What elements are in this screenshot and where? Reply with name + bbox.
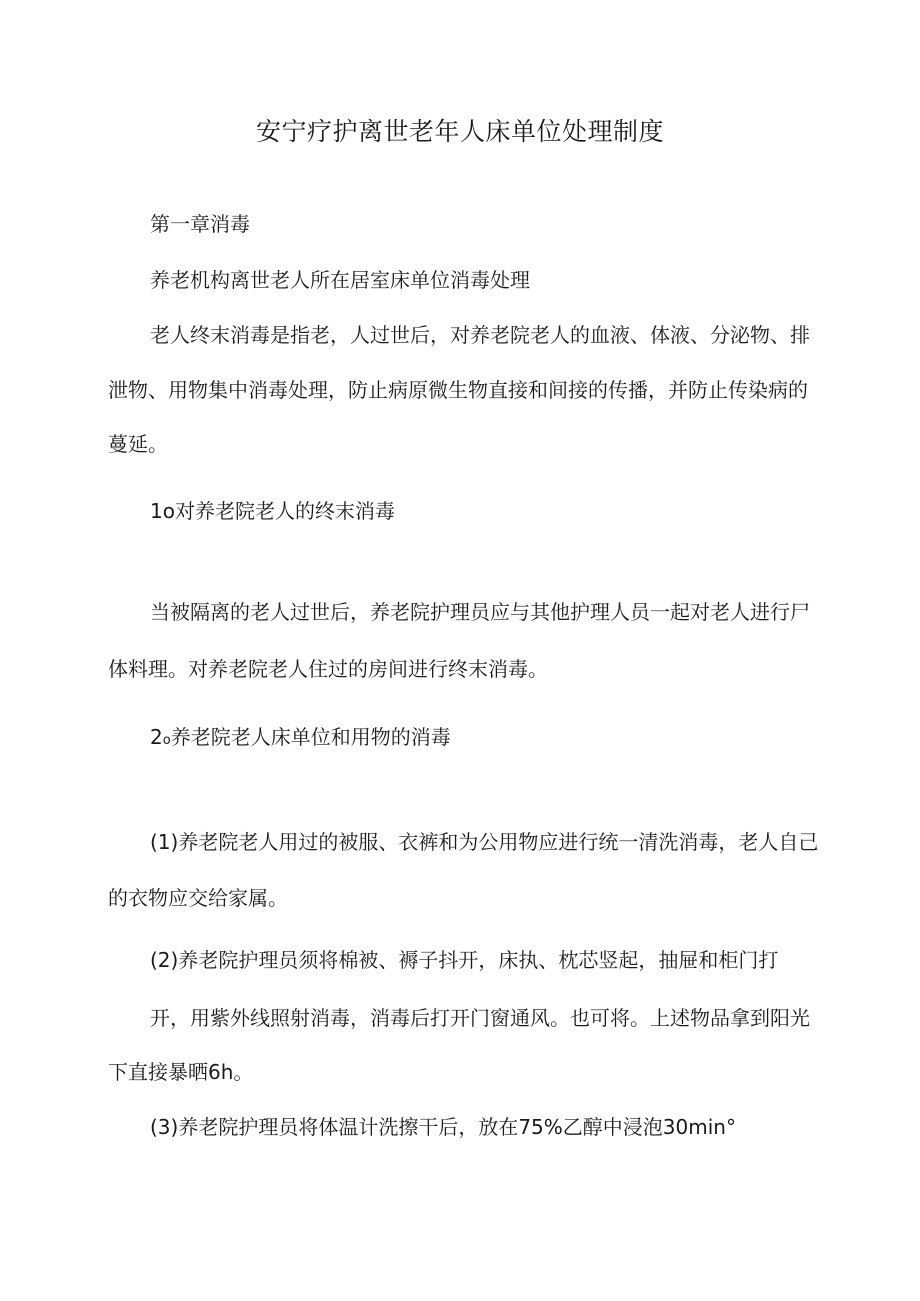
paragraph-line: (2)养老院护理员须将棉被、褥子抖开，床执、枕芯竖起，抽屉和柜门打 (150, 948, 779, 972)
paragraph-line: (3)养老院护理员将体温计洗擦干后，放在75%乙醇中浸泡30min° (150, 1115, 736, 1139)
paragraph-line: (1)养老院老人用过的被服、衣裤和为公用物应进行统一清洗消毒，老人自己 (150, 830, 819, 854)
item-number: 2 (150, 725, 163, 749)
item-heading-text: 养老院老人床单位和用物的消毒 (170, 725, 451, 749)
paragraph-line: 当被隔离的老人过世后，养老院护理员应与其他护理人员一起对老人进行尸 (150, 600, 810, 624)
paragraph-line: 体料理。对养老院老人住过的房间进行终末消毒。 (108, 657, 548, 681)
chapter-heading: 第一章消毒 (150, 212, 250, 236)
paragraph-line: 泄物、用物集中消毒处理，防止病原微生物直接和间接的传播，并防止传染病的 (108, 378, 808, 402)
item-heading-1: 1o对养老院老人的终末消毒 (150, 499, 395, 523)
item-marker: o (162, 733, 171, 748)
section-heading: 养老机构离世老人所在居室床单位消毒处理 (150, 268, 530, 292)
paragraph-line: 老人终末消毒是指老，人过世后，对养老院老人的血液、体液、分泌物、排 (150, 323, 810, 347)
item-heading-2 (150, 723, 451, 755)
paragraph-line: 的衣物应交给家属。 (108, 886, 288, 910)
paragraph-line: 开，用紫外线照射消毒，消毒后打开门窗通风。也可将。上述物品拿到阳光 (150, 1006, 810, 1030)
paragraph-line: 蔓延。 (108, 432, 168, 456)
paragraph-line: 下直接暴晒6h。 (108, 1060, 254, 1084)
page-title: 安宁疗护离世老年人床单位处理制度 (255, 117, 664, 146)
